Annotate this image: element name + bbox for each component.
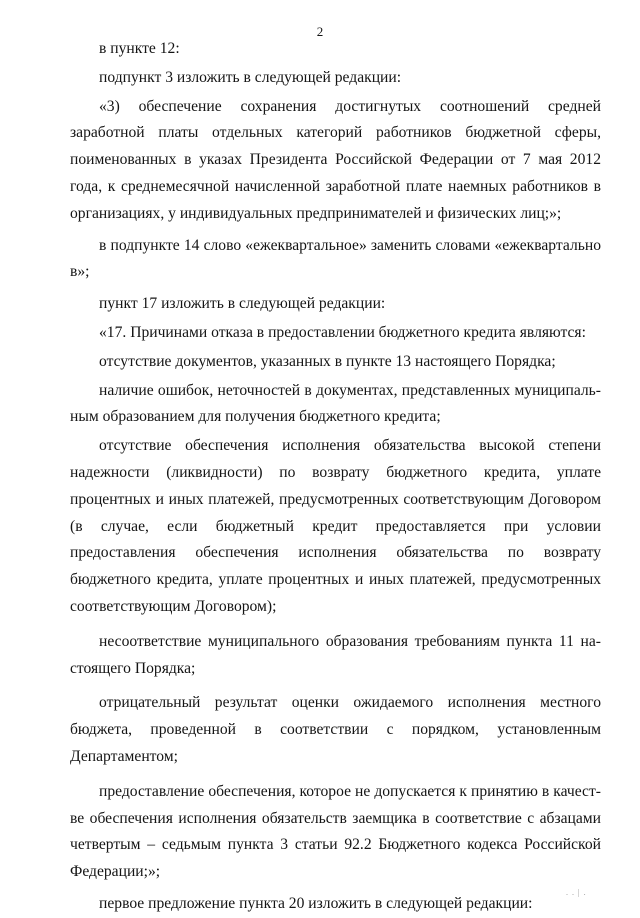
page-number: 2 [316,24,324,39]
scan-corner-mark: . . | . [566,888,587,897]
paragraph-subitem-3-text: «3) обеспечение сохранения достигнутых соотношений средней заработной платы отдельных категорий работников бюджетной сферы, поименованных в указах Президента Российской Федерации от 7 мая 2012 года, к среднемесячной начисленной заработной плате наемных работников в организациях, у индивидуальных предпринимателей и физических лиц;»; [70,97,601,222]
paragraph-negative-assessment: отрицательный результат оценки ожидаемого исполнения местного бюджета, проведенной в соответствии с порядком, установленным Департаментом; [70,694,601,765]
paragraph-missing-security: отсутствие обеспечения исполнения обязательства высокой степени надежности (ликвидности) по возврату бюджетного кредита, уплате процентных и иных платежей, предусмотренных соответствующим Договором (в случае, если бюджетный кредит предоставляется при условии предоставления обеспечения исполнения обязательства по возврату бюджетного кредита, уплате процентных и иных платежей, предусмотренных соответствующим Договором); [70,437,601,615]
paragraph-noncompliance: несоответствие муниципального образования требованиям пункта 11 настоящего Порядка; [70,632,601,677]
paragraph-errors-in-documents: наличие ошибок, неточностей в документах, представленных муниципальным образованием для получения бюджетного кредита; [70,381,601,426]
paragraph-item-12-intro: в пункте 12: [99,40,180,57]
paragraph-item-17-instruction: пункт 17 изложить в следующей редакции: [99,295,386,313]
paragraph-item-20-instruction: первое предложение пункта 20 изложить в следующей редакции: [99,894,533,912]
document-body [70,36,601,918]
paragraph-inadmissible-security: предоставление обеспечения, которое не допускается к принятию в качестве обеспечения исполнения обязательств заемщика в соответствие с абзацами четвертым – седьмым пункта 3 статьи 92.2 Бюджетного кодекса Российской Федерации;»; [70,782,601,881]
paragraph-missing-documents: отсутствие документов, указанных в пункте 13 настоящего Порядка; [99,352,556,370]
paragraph-subitem-14-change: в подпункте 14 слово «ежеквартальное» заменить словами «ежеквартально в»; [70,236,601,281]
paragraph-subitem-3-instruction: подпункт 3 изложить в следующей редакции: [99,68,402,86]
paragraph-item-17-text: «17. Причинами отказа в предоставлении бюджетного кредита являются: [99,323,586,341]
